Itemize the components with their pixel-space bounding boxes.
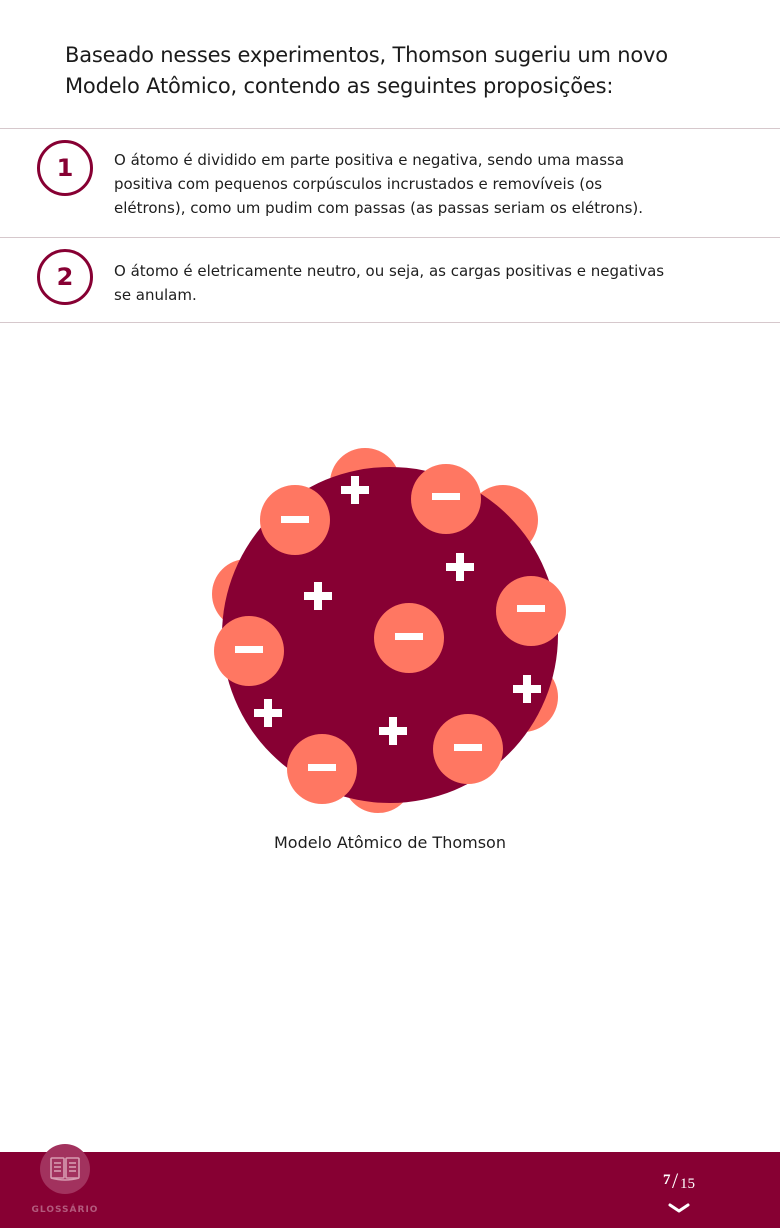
page-total: 15 — [680, 1176, 695, 1192]
proposition-1 — [0, 128, 780, 238]
glossary-button[interactable] — [40, 1144, 90, 1194]
figure-caption: Modelo Atômico de Thomson — [274, 833, 506, 852]
minus-icon — [308, 764, 336, 771]
page-indicator — [655, 1170, 705, 1200]
book-icon — [48, 1155, 82, 1183]
thomson-atom-illustration — [0, 440, 780, 820]
electron — [214, 616, 284, 686]
proposition-text: O átomo é eletricamente neutro, ou seja, as cargas positivas e negativas se anulam. — [114, 262, 665, 304]
proposition-2 — [0, 237, 780, 322]
divider — [0, 322, 780, 323]
minus-icon — [454, 744, 482, 751]
electron — [287, 734, 357, 804]
intro-text: Baseado nesses experimentos, Thomson sugeriu um novo Modelo Atômico, contendo as seguintes proposições: — [65, 43, 668, 98]
minus-icon — [235, 646, 263, 653]
proposition-number-badge: 2 — [37, 249, 93, 305]
minus-icon — [281, 516, 309, 523]
electron — [260, 485, 330, 555]
electron — [496, 576, 566, 646]
electron — [411, 464, 481, 534]
electron — [374, 603, 444, 673]
minus-icon — [517, 605, 545, 612]
chevron-down-icon[interactable] — [668, 1202, 690, 1214]
minus-icon — [432, 493, 460, 500]
proposition-number-badge: 1 — [37, 140, 93, 196]
minus-icon — [395, 633, 423, 640]
glossary-label[interactable]: GLOSSÁRIO — [31, 1205, 99, 1215]
page-separator: / — [672, 1168, 679, 1193]
page-current: 7 — [663, 1172, 671, 1188]
electron — [433, 714, 503, 784]
proposition-text: O átomo é dividido em parte positiva e negativa, sendo uma massa positiva com pequenos corpúsculos incrustados e removíveis (os elétrons), como um pudim com passas (as passas seriam os elétrons). — [114, 151, 644, 217]
